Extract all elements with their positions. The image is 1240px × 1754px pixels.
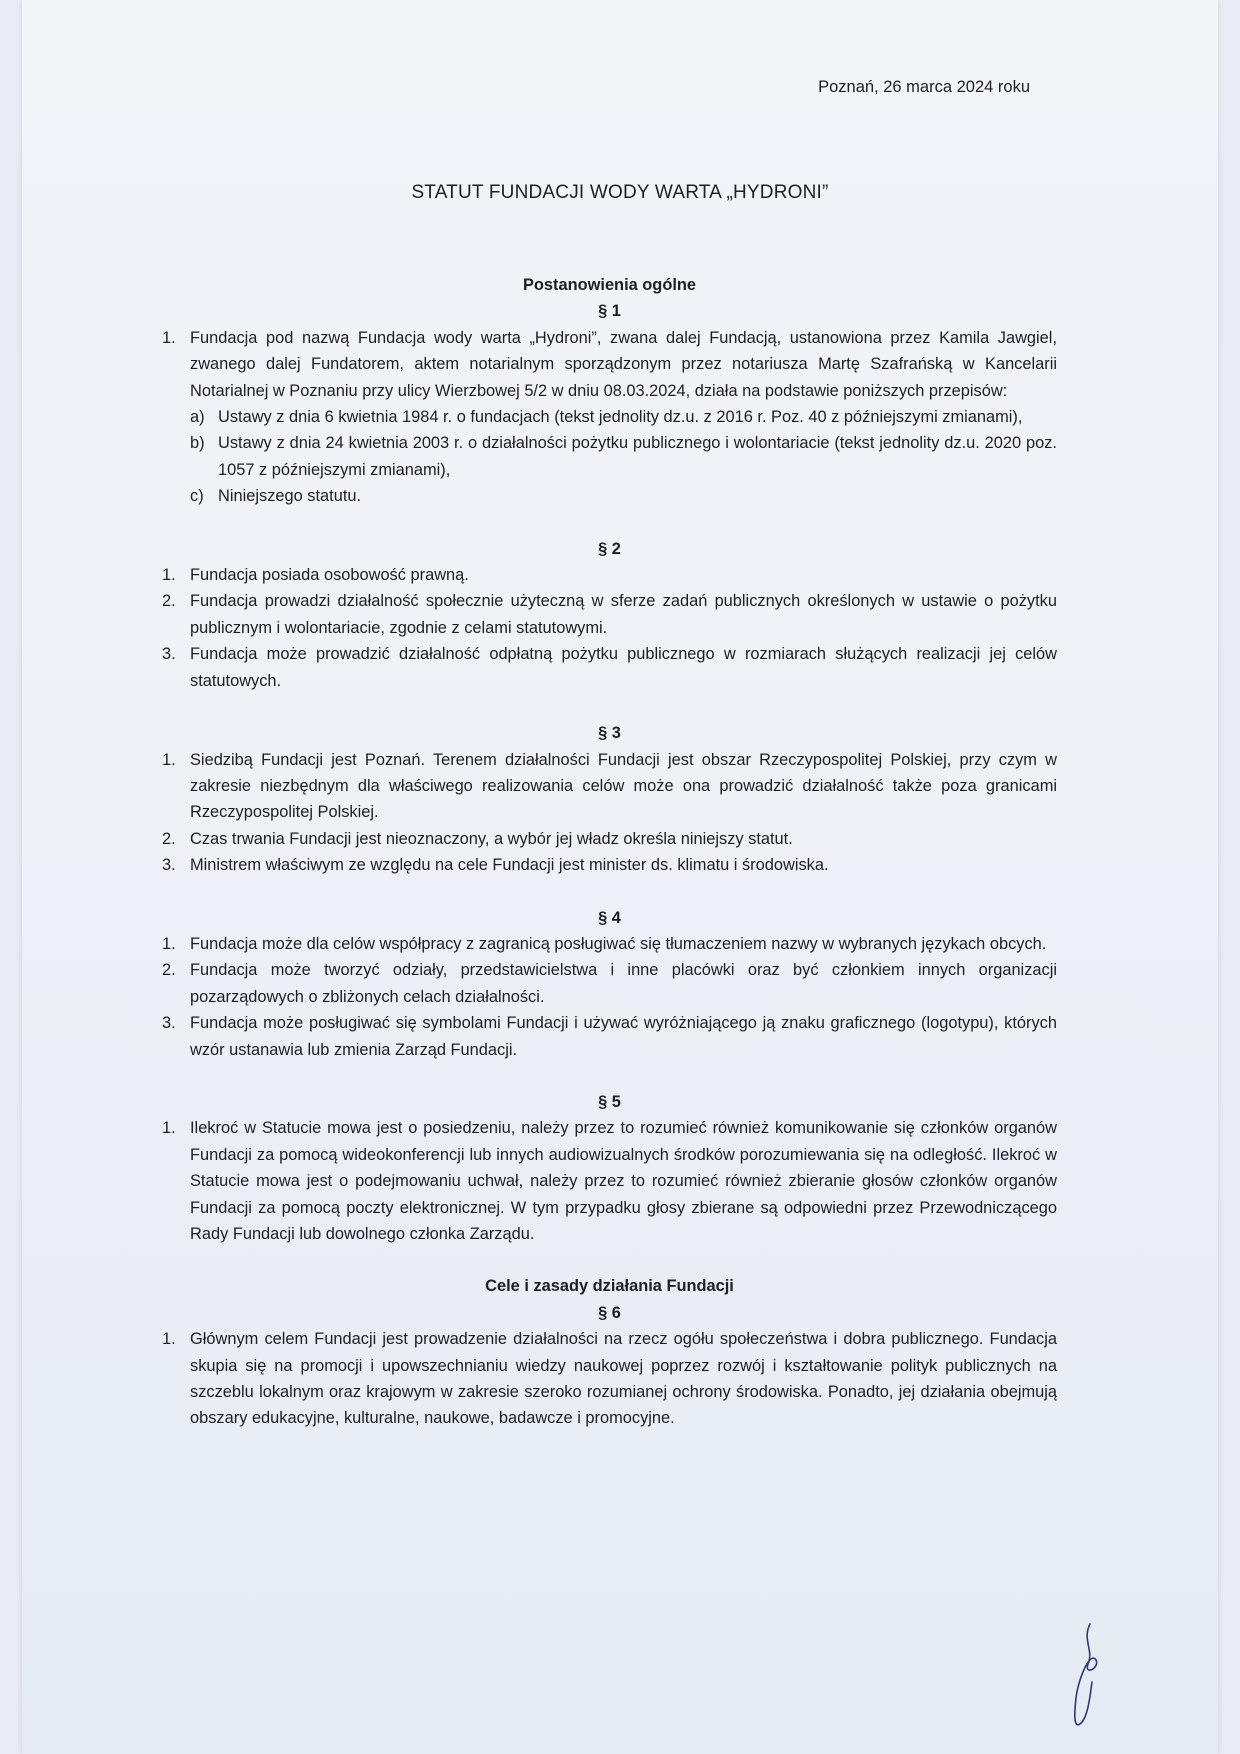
list-item — [162, 747, 1057, 826]
paragraph-sign: § 5 — [598, 1092, 621, 1111]
item-number: 1. — [162, 566, 176, 585]
list-item — [162, 1115, 1057, 1247]
item-text: Fundacja może posługiwać się symbolami Fundacji i używać wyróżniającego ją znaku graficznego (logotypu), których wzór ustanawia lub zmienia Zarząd Fundacji. — [190, 1014, 1057, 1059]
list-item — [162, 957, 1057, 1010]
item-number: 1. — [162, 328, 176, 347]
sub-item-text: Niniejszego statutu. — [218, 487, 362, 506]
item-text: Fundacja może prowadzić działalność odpłatną pożytku publicznego w rozmiarach służących realizacji jej celów statutowych. — [190, 645, 1057, 690]
sub-list-item — [190, 483, 1057, 509]
document-body — [162, 272, 1057, 1432]
item-number: 2. — [162, 592, 176, 611]
item-text: Fundacja prowadzi działalność społecznie użyteczną w sferze zadań publicznych określonych w ustawie o pożytku publicznym i wolontariacie, zgodnie z celami statutowymi. — [190, 592, 1057, 637]
document-page — [22, 0, 1218, 1754]
item-number: 1. — [162, 934, 176, 953]
list-item — [162, 852, 1057, 878]
sub-item-text: Ustawy z dnia 6 kwietnia 1984 r. o fundacjach (tekst jednolity dz.u. z 2016 r. Poz. 40 z późniejszymi zmianami), — [218, 408, 1023, 427]
paragraph-sign: § 6 — [598, 1303, 621, 1322]
item-text: Fundacja posiada osobowość prawną. — [190, 566, 469, 585]
item-number: 2. — [162, 829, 176, 848]
item-number: 3. — [162, 1014, 176, 1033]
list-item — [162, 588, 1057, 641]
sub-list — [190, 404, 1057, 510]
section-heading: Postanowienia ogólne — [522, 276, 697, 294]
paragraph-sign: § 1 — [598, 302, 621, 321]
list-item — [162, 325, 1057, 510]
list-item — [162, 562, 1057, 588]
item-text: Ilekroć w Statucie mowa jest o posiedzeniu, należy przez to rozumieć również komunikowanie się członków organów Fundacji za pomocą wideokonferencji lub innych audiowizualnych środków porozumiewania się na odległość. Ilekroć w Statucie mowa jest o podejmowaniu uchwał, należy przez to rozumieć również zbieranie głosów członków organów Fundacji za pomocą poczty elektronicznej. W tym przypadku głosy zbierane są odpowiedni przez Przewodniczącego Rady Fundacji lub dowolnego członka Zarządu. — [190, 1119, 1057, 1243]
paragraph-items — [162, 562, 1057, 694]
item-number: 1. — [162, 1119, 176, 1138]
paragraph-sign: § 3 — [598, 724, 621, 743]
list-item — [162, 931, 1057, 957]
item-number: 2. — [162, 961, 176, 980]
item-number: 3. — [162, 856, 176, 875]
sub-item-letter: a) — [190, 408, 205, 427]
item-text: Fundacja może tworzyć odziały, przedstawicielstwa i inne placówki oraz być członkiem innych organizacji pozarządowych o zbliżonych celach działalności. — [190, 961, 1057, 1006]
paragraph-items — [162, 325, 1057, 510]
list-item — [162, 1010, 1057, 1063]
list-item — [162, 1326, 1057, 1432]
paragraph-sign: § 2 — [598, 539, 621, 558]
handwritten-signature — [1060, 1620, 1110, 1730]
sub-list-item — [190, 404, 1057, 430]
item-number: 3. — [162, 645, 176, 664]
sub-list-item — [190, 430, 1057, 483]
list-item — [162, 641, 1057, 694]
item-text: Siedzibą Fundacji jest Poznań. Terenem działalności Fundacji jest obszar Rzeczypospolitej Polskiej, przy czym w zakresie niezbędnym dla właściwego realizowania celów może ona prowadzić działalność także poza granicami Rzeczypospolitej Polskiej. — [190, 750, 1057, 822]
section-heading: Cele i zasady działania Fundacji — [485, 1277, 734, 1296]
paragraph-items — [162, 931, 1057, 1063]
item-number: 1. — [162, 750, 176, 769]
item-text: Fundacja pod nazwą Fundacja wody warta „Hydroni”, zwana dalej Fundacją, ustanowiona przez Kamila Jawgiel, zwanego dalej Fundatorem, aktem notarialnym sporządzonym przez notariusza Martę Szafrańską w Kancelarii Notarialnej w Poznaniu przy ulicy Wierzbowej 5/2 w dniu 08.03.2024, działa na podstawie poniższych przepisów: — [190, 328, 1057, 400]
paragraph-sign: § 4 — [598, 908, 621, 927]
list-item — [162, 826, 1057, 852]
paragraph-items — [162, 1115, 1057, 1247]
paragraph-items — [162, 747, 1057, 879]
item-text: Głównym celem Fundacji jest prowadzenie działalności na rzecz ogółu społeczeństwa i dobra publicznego. Fundacja skupia się na promocji i upowszechnianiu wiedzy naukowej poprzez rozwój i kształtowanie polityk publicznych na szczeblu lokalnym oraz krajowym w zakresie szeroko rozumianej ochrony środowiska. Ponadto, jej działania obejmują obszary edukacyjne, kulturalne, naukowe, badawcze i promocyjne. — [190, 1330, 1057, 1428]
item-text: Ministrem właściwym ze względu na cele Fundacji jest minister ds. klimatu i środowiska. — [190, 856, 829, 875]
sub-item-letter: b) — [190, 434, 205, 453]
item-text: Fundacja może dla celów współpracy z zagranicą posługiwać się tłumaczeniem nazwy w wybranych językach obcych. — [190, 934, 1047, 953]
sub-item-text: Ustawy z dnia 24 kwietnia 2003 r. o działalności pożytku publicznego i wolontariacie (tekst jednolity dz.u. 2020 poz. 1057 z późniejszymi zmianami), — [218, 434, 1057, 479]
document-title: STATUT FUNDACJI WODY WARTA „HYDRONI” — [411, 182, 829, 203]
item-text: Czas trwania Fundacji jest nieoznaczony, a wybór jej władz określa niniejszy statut. — [190, 829, 793, 848]
item-number: 1. — [162, 1330, 176, 1349]
document-date: Poznań, 26 marca 2024 roku — [818, 78, 1030, 96]
paragraph-items — [162, 1326, 1057, 1432]
sub-item-letter: c) — [190, 487, 204, 506]
